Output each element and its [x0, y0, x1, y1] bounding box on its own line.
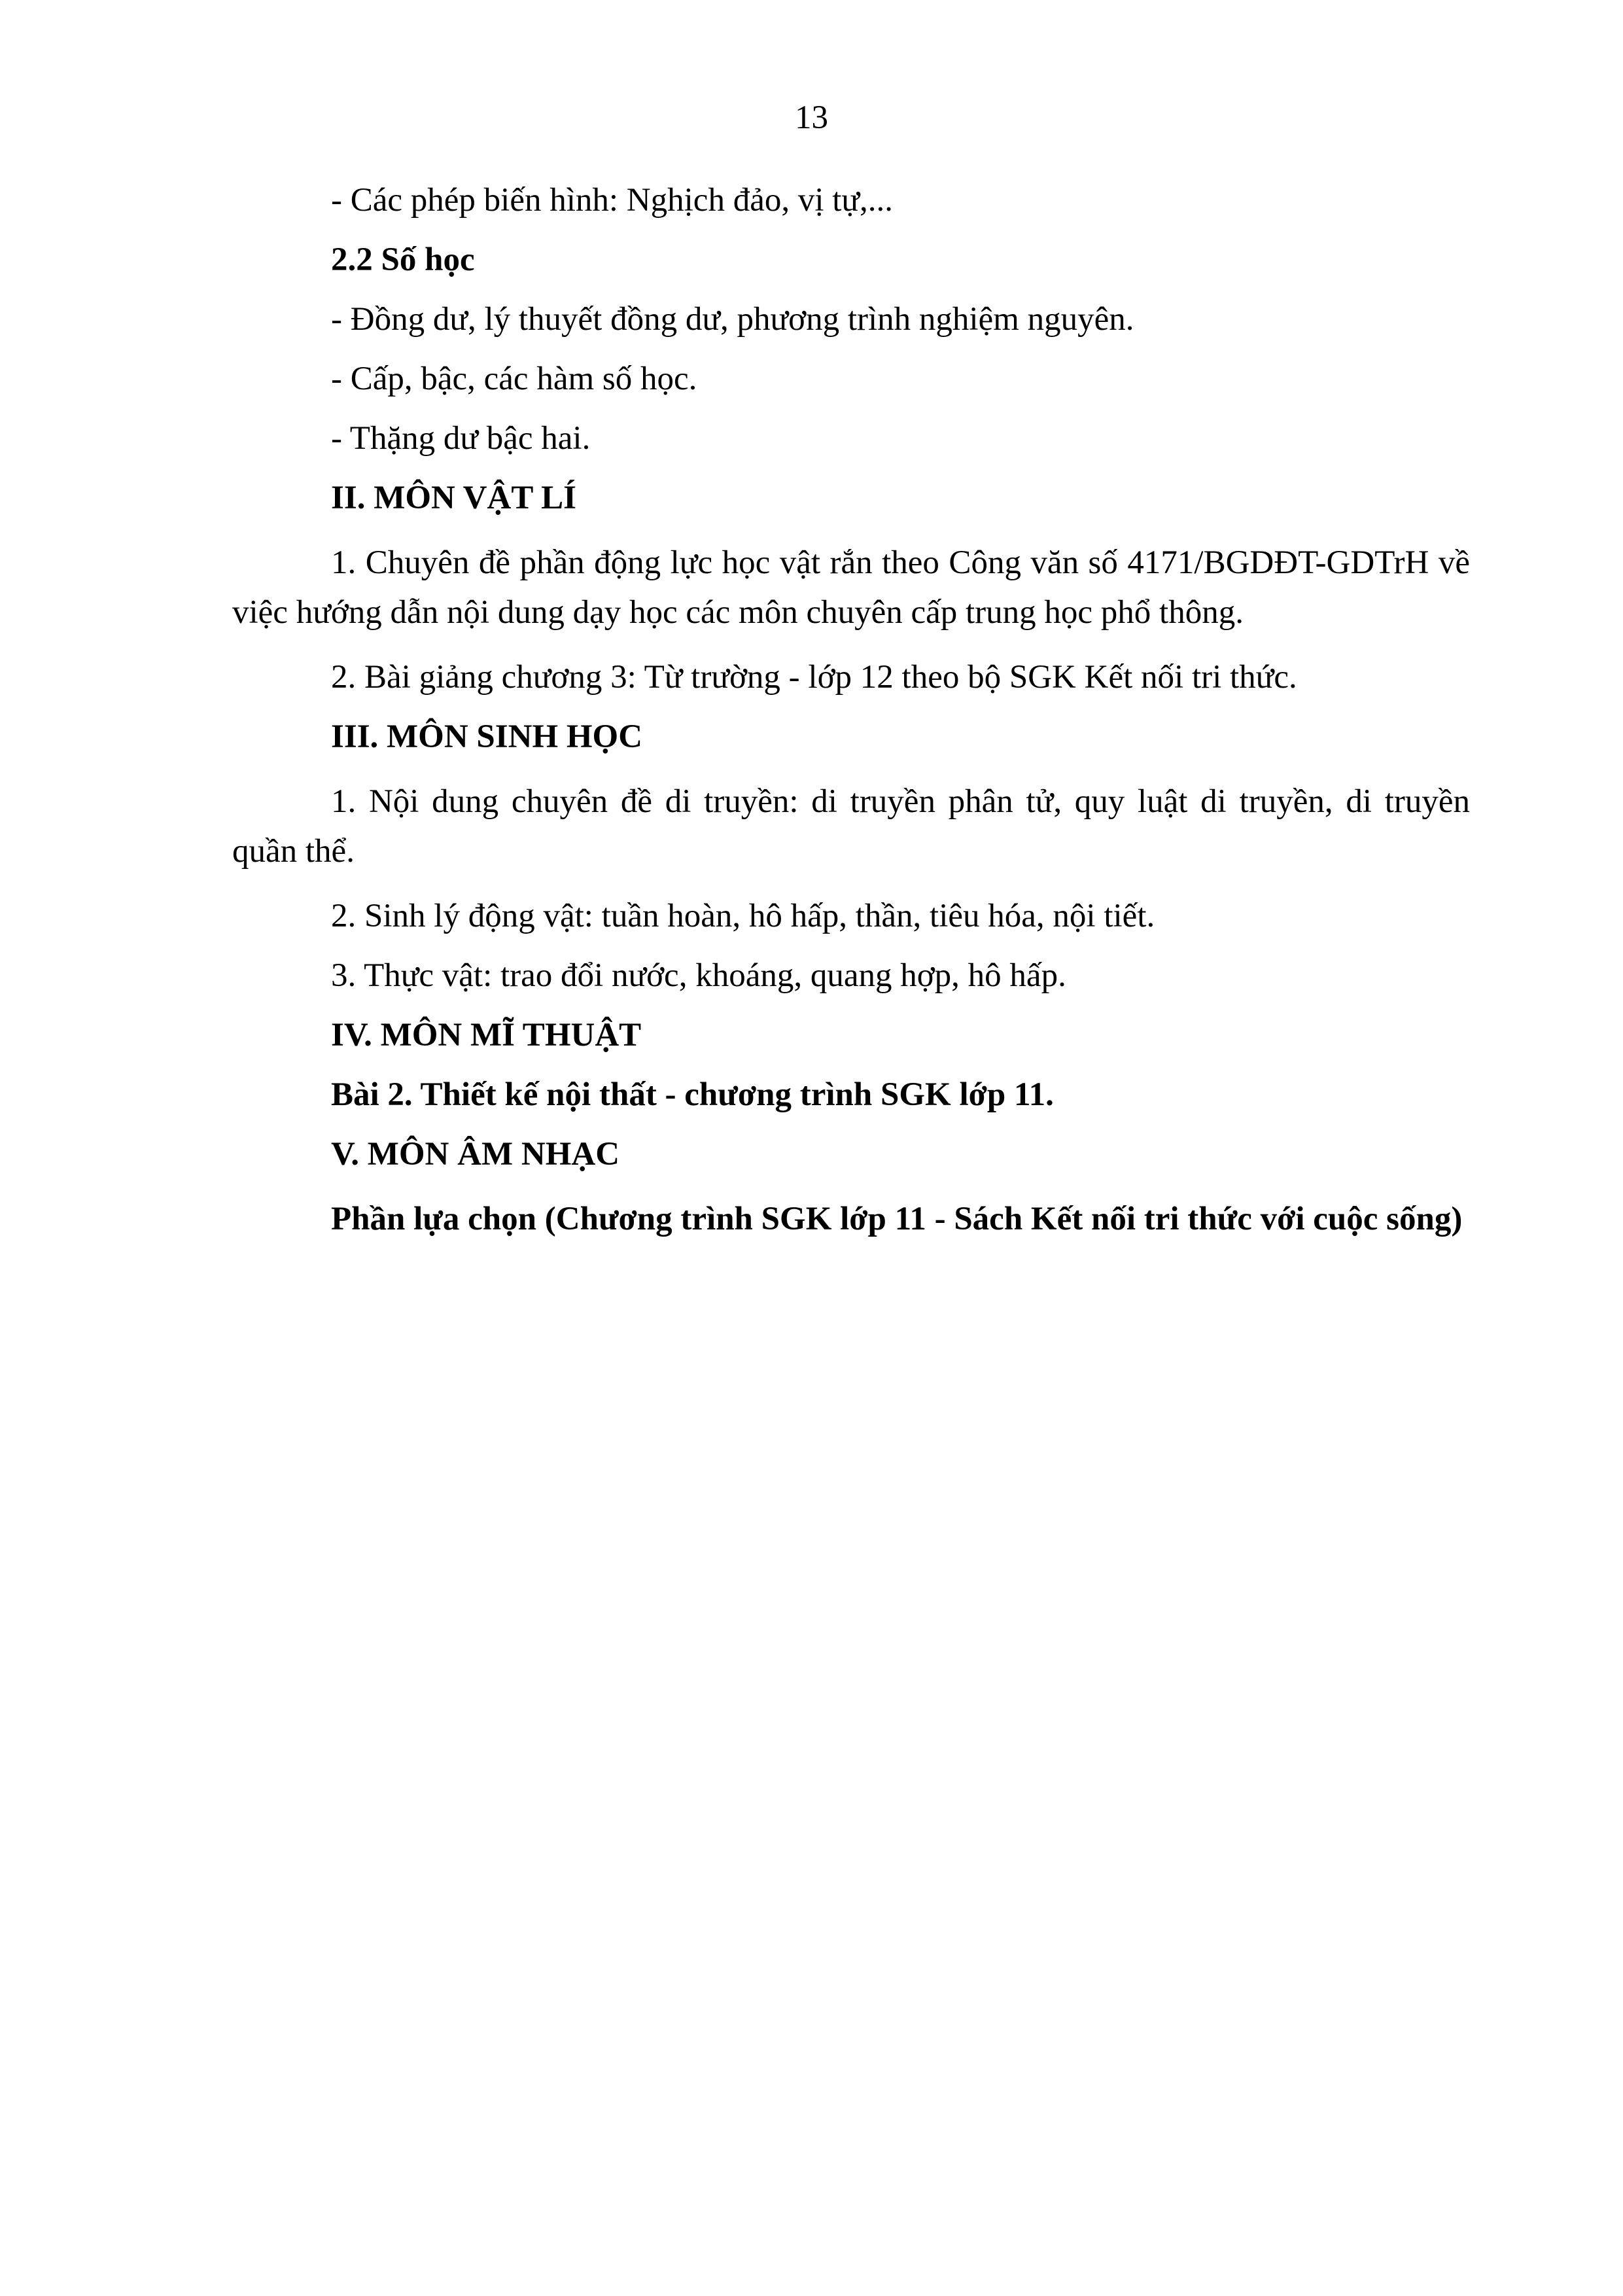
paragraph-physics-topic-2: 2. Bài giảng chương 3: Từ trường - lớp 12 theo bộ SGK Kết nối tri thức.: [331, 659, 1297, 696]
paragraph-congruence: - Đồng dư, lý thuyết đồng dư, phương trình nghiệm nguyên.: [331, 301, 1134, 338]
document-body: [232, 181, 1470, 1264]
paragraph-biology-topic-2: 2. Sinh lý động vật: tuần hoàn, hô hấp, thần, tiêu hóa, nội tiết.: [331, 898, 1155, 934]
section-heading-music: V. MÔN ÂM NHẠC: [331, 1136, 620, 1173]
page-number: 13: [795, 99, 828, 136]
paragraph-arithmetic-functions: - Cấp, bậc, các hàm số học.: [331, 361, 697, 397]
paragraph-transformations: - Các phép biến hình: Nghịch đảo, vị tự,...: [331, 182, 894, 219]
paragraph-physics-topic-1: 1. Chuyên đề phần động lực học vật rắn theo Công văn số 4171/BGDĐT-GDTrH về việc hướng dẫn nội dung dạy học các môn chuyên cấp trung học phổ thông.: [232, 544, 1470, 631]
paragraph-biology-topic-1: 1. Nội dung chuyên đề di truyền: di truyền phân tử, quy luật di truyền, di truyền quần thể.: [232, 783, 1470, 870]
paragraph-quadratic-residue: - Thặng dư bậc hai.: [331, 420, 591, 457]
section-heading-physics: II. MÔN VẬT LÍ: [331, 480, 577, 516]
paragraph-biology-topic-3: 3. Thực vật: trao đổi nước, khoáng, quang hợp, hô hấp.: [331, 957, 1066, 994]
section-heading-biology: III. MÔN SINH HỌC: [331, 718, 643, 755]
paragraph-music-topic: Phần lựa chọn (Chương trình SGK lớp 11 - Sách Kết nối tri thức với cuộc sống): [331, 1201, 1463, 1237]
section-heading-fine-arts: IV. MÔN MĨ THUẬT: [331, 1017, 642, 1053]
paragraph-fine-arts-topic: Bài 2. Thiết kế nội thất - chương trình SGK lớp 11.: [331, 1076, 1054, 1113]
section-heading-number-theory: 2.2 Số học: [331, 241, 475, 278]
